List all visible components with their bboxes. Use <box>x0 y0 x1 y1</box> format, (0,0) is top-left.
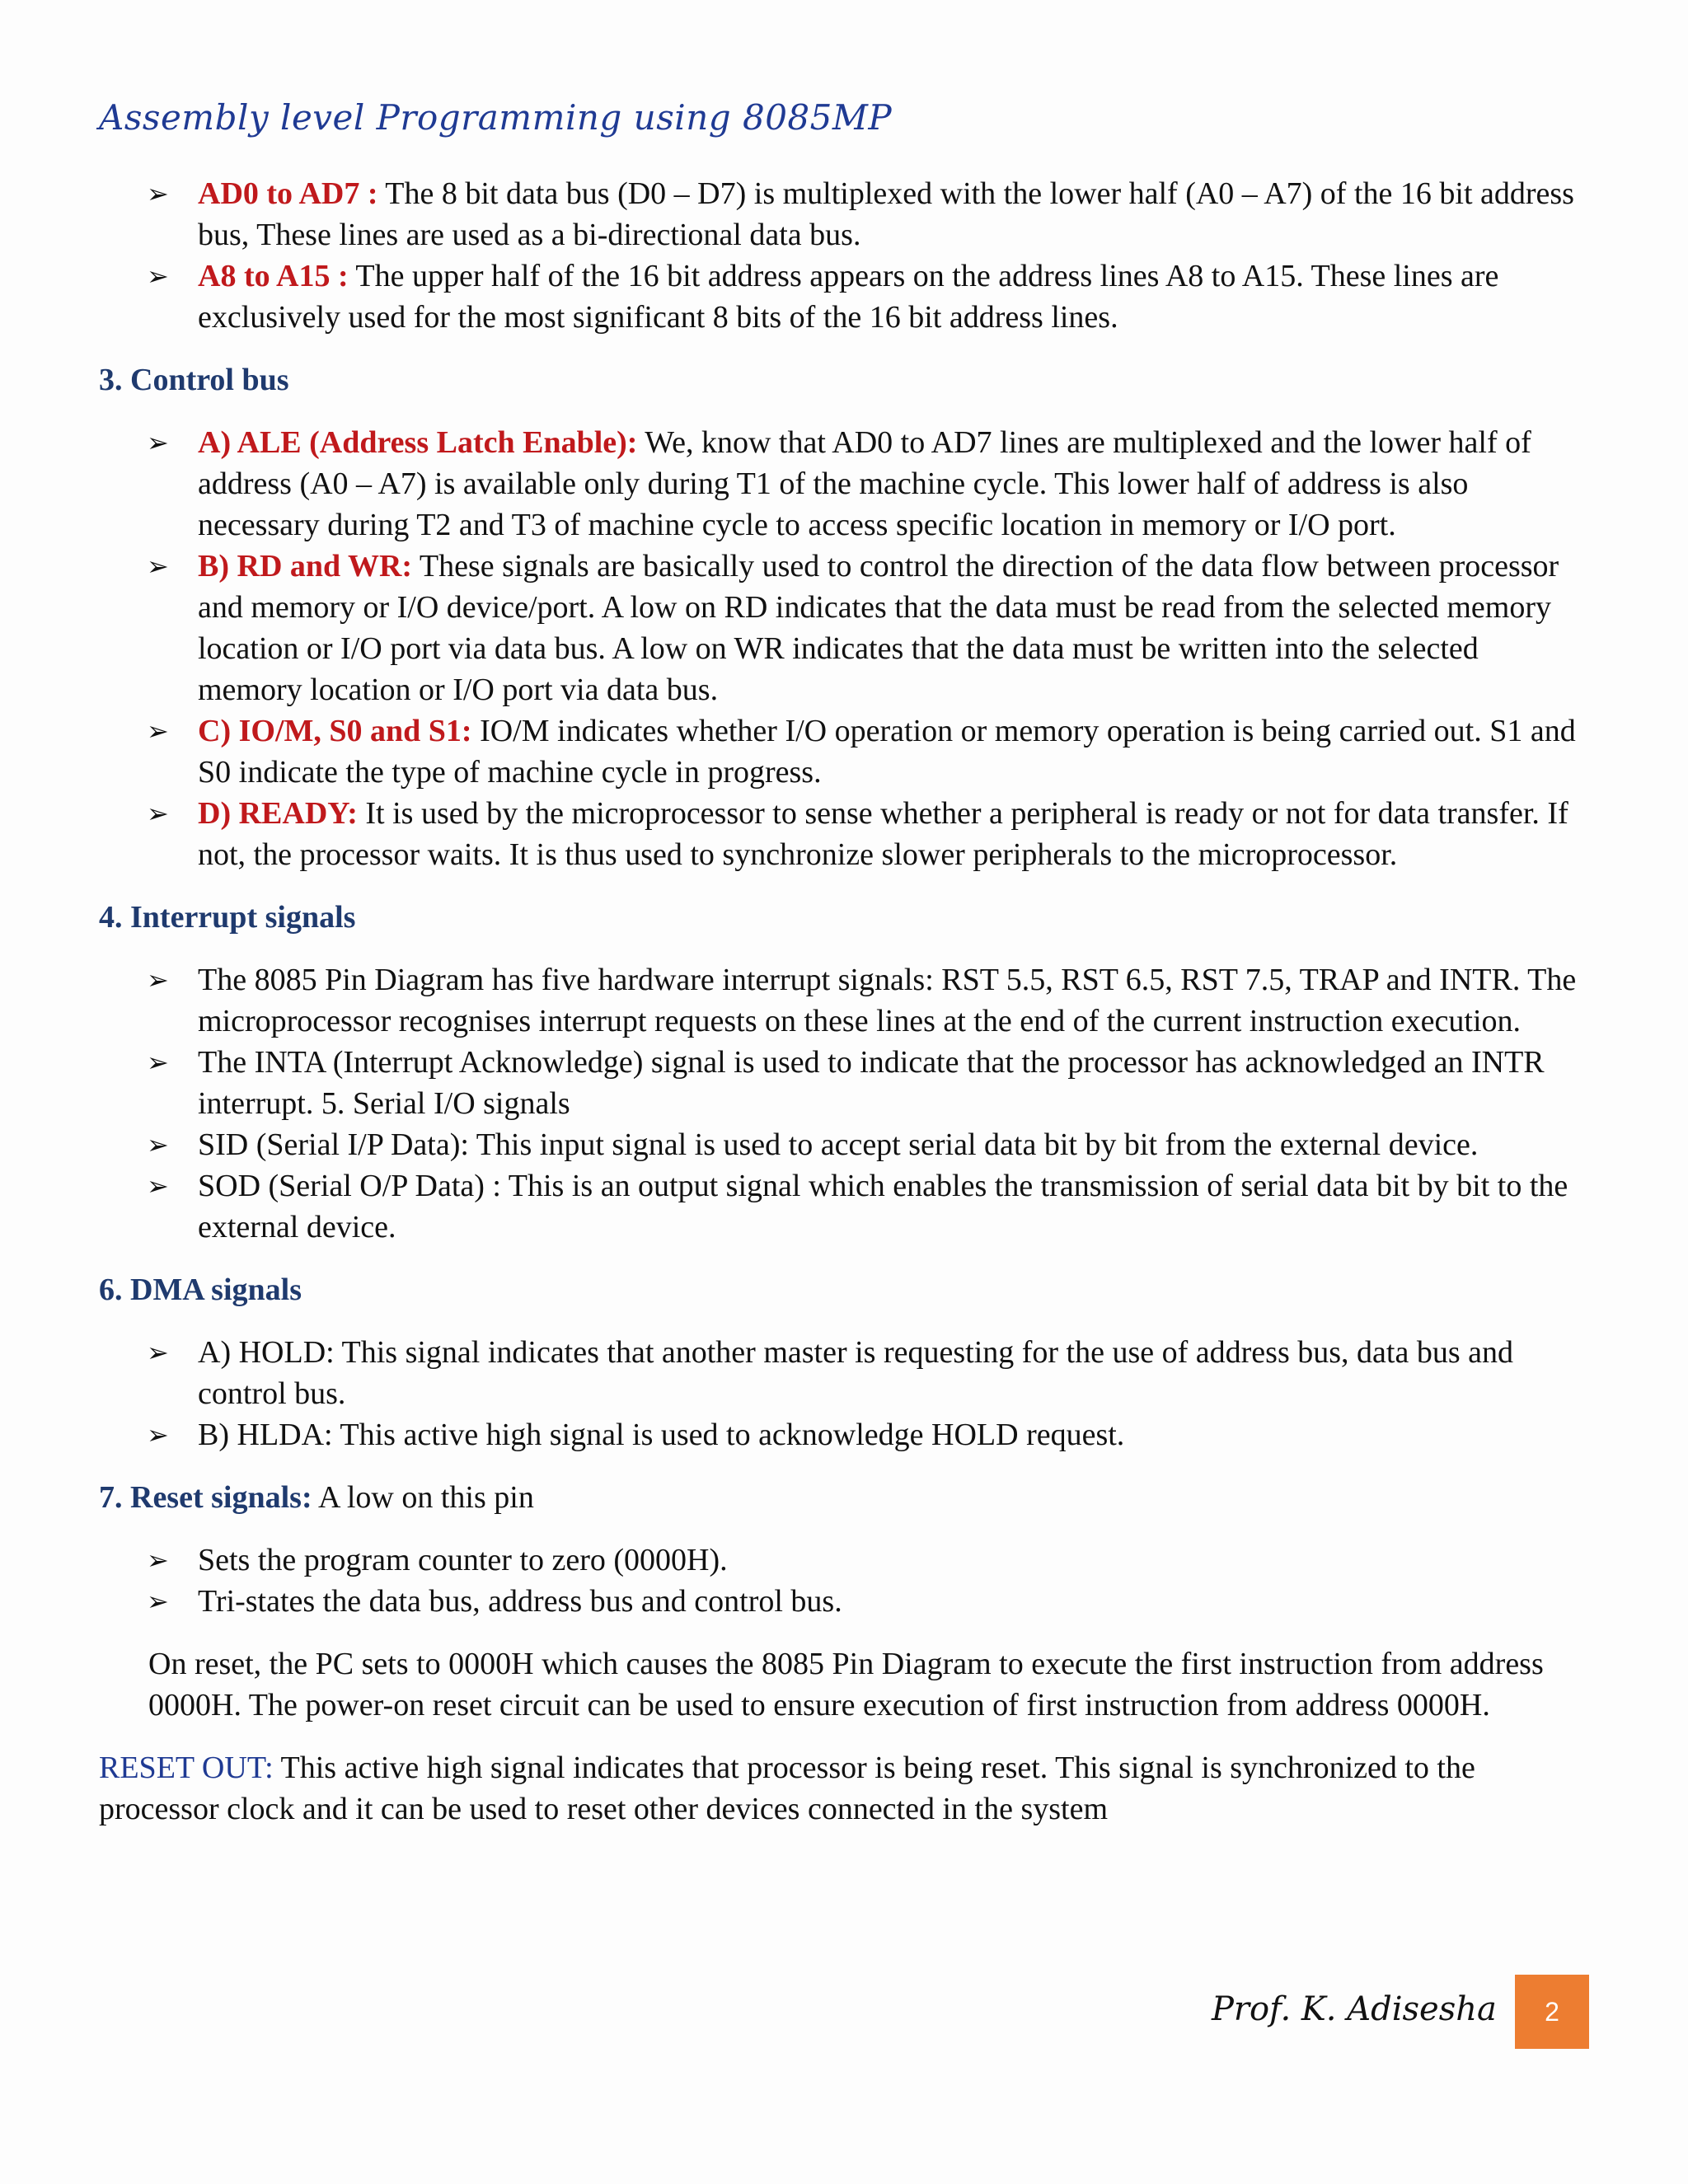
arrow-bullet-icon: ➢ <box>147 1586 169 1616</box>
list-item: ➢ D) READY: It is used by the microprocessor to sense whether a peripheral is ready or not for data transfer. If not, the processor waits. It is thus used to synchronize slower peripherals to the microprocessor. <box>198 793 1582 875</box>
section-heading-interrupt-signals: 4. Interrupt signals <box>99 900 356 935</box>
list-item: ➢ The 8085 Pin Diagram has five hardware interrupt signals: RST 5.5, RST 6.5, RST 7.5, TRAP and INTR. The microprocessor recognises interrupt requests on these lines at the end of the current instruction execution. <box>198 959 1582 1042</box>
list-item: ➢ AD0 to AD7 : The 8 bit data bus (D0 – D7) is multiplexed with the lower half (A0 – A7) of the 16 bit address bus, These lines are used as a bi-directional data bus. <box>198 173 1582 255</box>
address-bus-list <box>99 173 1582 338</box>
arrow-bullet-icon: ➢ <box>147 965 169 995</box>
arrow-bullet-icon: ➢ <box>147 1171 169 1201</box>
list-item: ➢ Sets the program counter to zero (0000H). <box>198 1540 1582 1581</box>
section-heading-dma-signals: 6. DMA signals <box>99 1272 302 1307</box>
section-heading-control-bus: 3. Control bus <box>99 363 289 397</box>
reset-out-label: RESET OUT: <box>99 1750 274 1785</box>
page-content <box>99 173 1582 1830</box>
list-item: ➢ Tri-states the data bus, address bus and control bus. <box>198 1581 1582 1622</box>
list-item: ➢ B) RD and WR: These signals are basically used to control the direction of the data flow between processor and memory or I/O device/port. A low on RD indicates that the data must be read from the selected memory location or I/O port via data bus. A low on WR indicates that the data must be written into the selected memory location or I/O port via data bus. <box>198 546 1582 710</box>
arrow-bullet-icon: ➢ <box>147 799 169 828</box>
list-item: ➢ The INTA (Interrupt Acknowledge) signal is used to indicate that the processor has acknowledged an INTR interrupt. 5. Serial I/O signals <box>198 1042 1582 1124</box>
dma-signals-list <box>99 1332 1582 1455</box>
page-number-badge: 2 <box>1515 1975 1589 2049</box>
list-item: ➢ A) ALE (Address Latch Enable): We, know that AD0 to AD7 lines are multiplexed and the lower half of address (A0 – A7) is available only during T1 of the machine cycle. This lower half of address is also necessary during T2 and T3 of machine cycle to access specific location in memory or I/O port. <box>198 422 1582 546</box>
arrow-bullet-icon: ➢ <box>147 261 169 291</box>
arrow-bullet-icon: ➢ <box>147 1545 169 1575</box>
arrow-bullet-icon: ➢ <box>147 1338 169 1367</box>
list-item: ➢ SOD (Serial O/P Data) : This is an output signal which enables the transmission of serial data bit by bit to the external device. <box>198 1165 1582 1248</box>
section-heading-reset-signals: 7. Reset signals: A low on this pin <box>99 1480 534 1515</box>
list-item: ➢ C) IO/M, S0 and S1: IO/M indicates whether I/O operation or memory operation is being carried out. S1 and S0 indicate the type of machine cycle in progress. <box>198 710 1582 793</box>
arrow-bullet-icon: ➢ <box>147 428 169 457</box>
list-item: ➢ A8 to A15 : The upper half of the 16 bit address appears on the address lines A8 to A15. These lines are exclusively used for the most significant 8 bits of the 16 bit address lines. <box>198 255 1582 338</box>
reset-signals-list <box>99 1540 1582 1622</box>
control-bus-list <box>99 422 1582 875</box>
interrupt-signals-list <box>99 959 1582 1248</box>
reset-out-paragraph: RESET OUT: This active high signal indicates that processor is being reset. This signal is synchronized to the processor clock and it can be used to reset other devices connected in the system <box>99 1750 1475 1826</box>
list-item: ➢ SID (Serial I/P Data): This input signal is used to accept serial data bit by bit from the external device. <box>198 1124 1582 1165</box>
arrow-bullet-icon: ➢ <box>147 1047 169 1077</box>
list-item: ➢ A) HOLD: This signal indicates that another master is requesting for the use of address bus, data bus and control bus. <box>198 1332 1582 1414</box>
list-item: ➢ B) HLDA: This active high signal is used to acknowledge HOLD request. <box>198 1414 1582 1455</box>
arrow-bullet-icon: ➢ <box>147 551 169 581</box>
arrow-bullet-icon: ➢ <box>147 179 169 209</box>
footer-author: Prof. K. Adisesha <box>1212 1990 1497 2028</box>
arrow-bullet-icon: ➢ <box>147 716 169 746</box>
arrow-bullet-icon: ➢ <box>147 1130 169 1160</box>
page-header-title: Assembly level Programming using 8085MP <box>99 97 893 138</box>
arrow-bullet-icon: ➢ <box>147 1420 169 1450</box>
reset-paragraph: On reset, the PC sets to 0000H which causes the 8085 Pin Diagram to execute the first instruction from address 0000H. The power-on reset circuit can be used to ensure execution of first instruction from address 0000H. <box>148 1647 1544 1722</box>
